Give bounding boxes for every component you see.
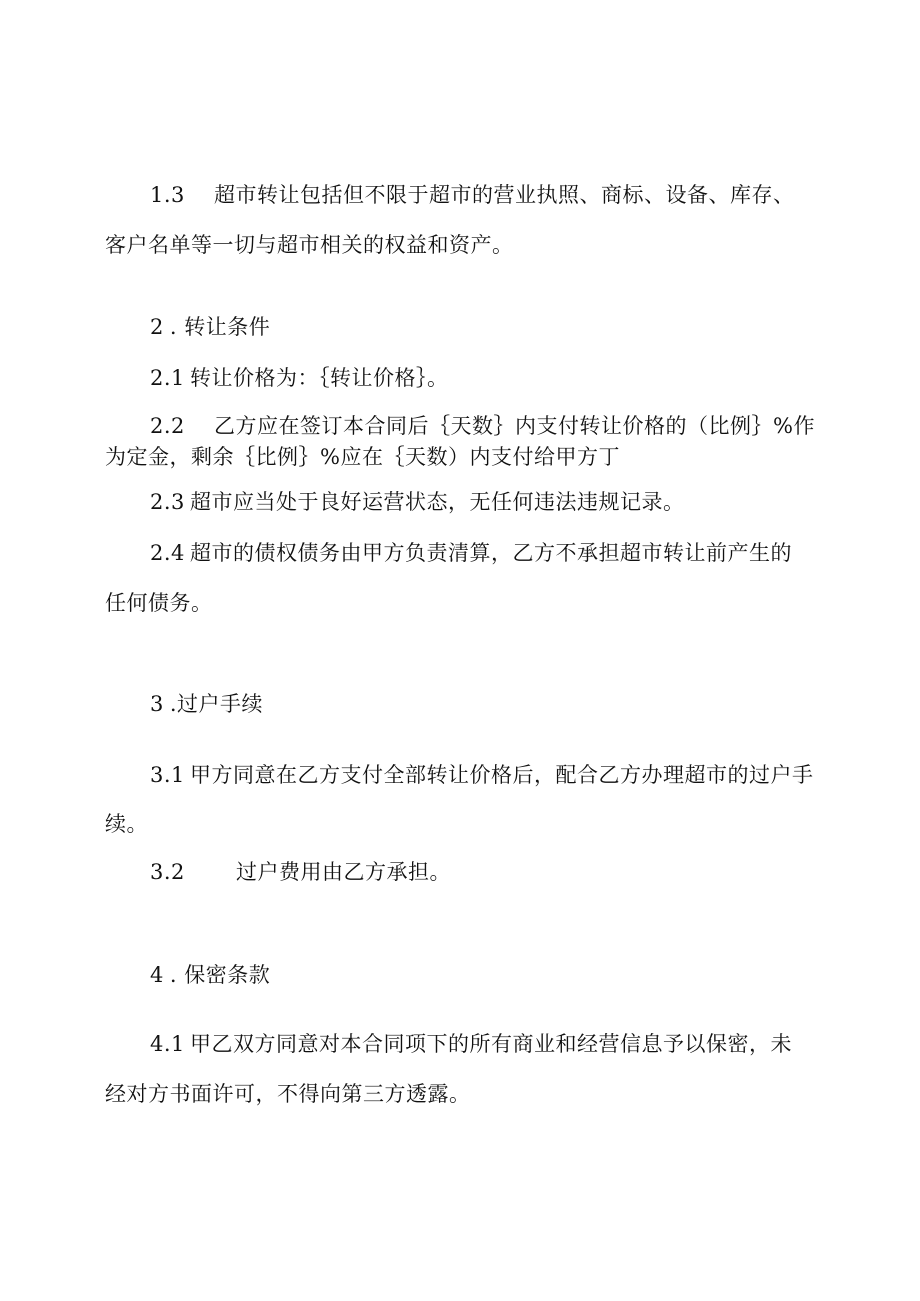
section-title: .过户手续: [169, 692, 264, 716]
clause-number: 4.1: [150, 1032, 185, 1056]
clause-2-4-line-1: [150, 539, 820, 567]
clause-text: 续。: [105, 812, 148, 836]
section-3-heading: [150, 690, 820, 718]
clause-2-2-line-1: [150, 412, 820, 440]
clause-2-2-line-2: [105, 443, 820, 471]
clause-number: 2.3: [150, 490, 185, 514]
clause-text: 乙方应在签订本合同后｛天数｝内支付转让价格的（比例｝%作: [214, 414, 815, 438]
clause-text: 经对方书面许可，不得向第三方透露。: [105, 1082, 471, 1106]
clause-text: 甲乙双方同意对本合同项下的所有商业和经营信息予以保密，未: [190, 1032, 792, 1056]
clause-number: 1.3: [150, 183, 185, 207]
clause-2-1-line-1: [150, 364, 820, 392]
section-number: 2: [150, 315, 164, 339]
clause-text: 超市转让包括但不限于超市的营业执照、商标、设备、库存、: [214, 183, 795, 207]
clause-number: 2.4: [150, 541, 185, 565]
section-4-heading: [150, 961, 820, 989]
section-title: . 保密条款: [169, 963, 271, 987]
clause-3-2-line-1: [150, 858, 820, 886]
clause-1-3-line-1: [150, 181, 820, 209]
section-title: . 转让条件: [169, 315, 271, 339]
clause-3-1-line-2: [105, 810, 820, 838]
clause-2-4-line-2: [105, 589, 820, 617]
clause-text: 转让价格为：｛转让价格｝。: [190, 366, 449, 390]
clause-text: 甲方同意在乙方支付全部转让价格后，配合乙方办理超市的过户手: [190, 763, 814, 787]
clause-text: 超市应当处于良好运营状态，无任何违法违规记录。: [190, 490, 685, 514]
clause-number: 2.1: [150, 366, 185, 390]
clause-text: 超市的债权债务由甲方负责清算，乙方不承担超市转让前产生的: [190, 541, 792, 565]
clause-number: 3.2: [150, 860, 185, 884]
clause-number: 2.2: [150, 414, 185, 438]
clause-text: 为定金，剩余｛比例｝%应在｛天数）内支付给甲方丁: [105, 445, 620, 469]
clause-text: 客户名单等一切与超市相关的权益和资产。: [105, 233, 514, 257]
clause-2-3-line-1: [150, 488, 820, 516]
clause-number: 3.1: [150, 763, 185, 787]
clause-4-1-line-2: [105, 1080, 820, 1108]
clause-text: 任何债务。: [105, 591, 213, 615]
clause-3-1-line-1: [150, 761, 820, 789]
section-number: 4: [150, 963, 164, 987]
section-2-heading: [150, 313, 820, 341]
section-number: 3: [150, 692, 164, 716]
clause-text: 过户费用由乙方承担。: [236, 860, 451, 884]
clause-4-1-line-1: [150, 1030, 820, 1058]
clause-1-3-line-2: [105, 231, 820, 259]
